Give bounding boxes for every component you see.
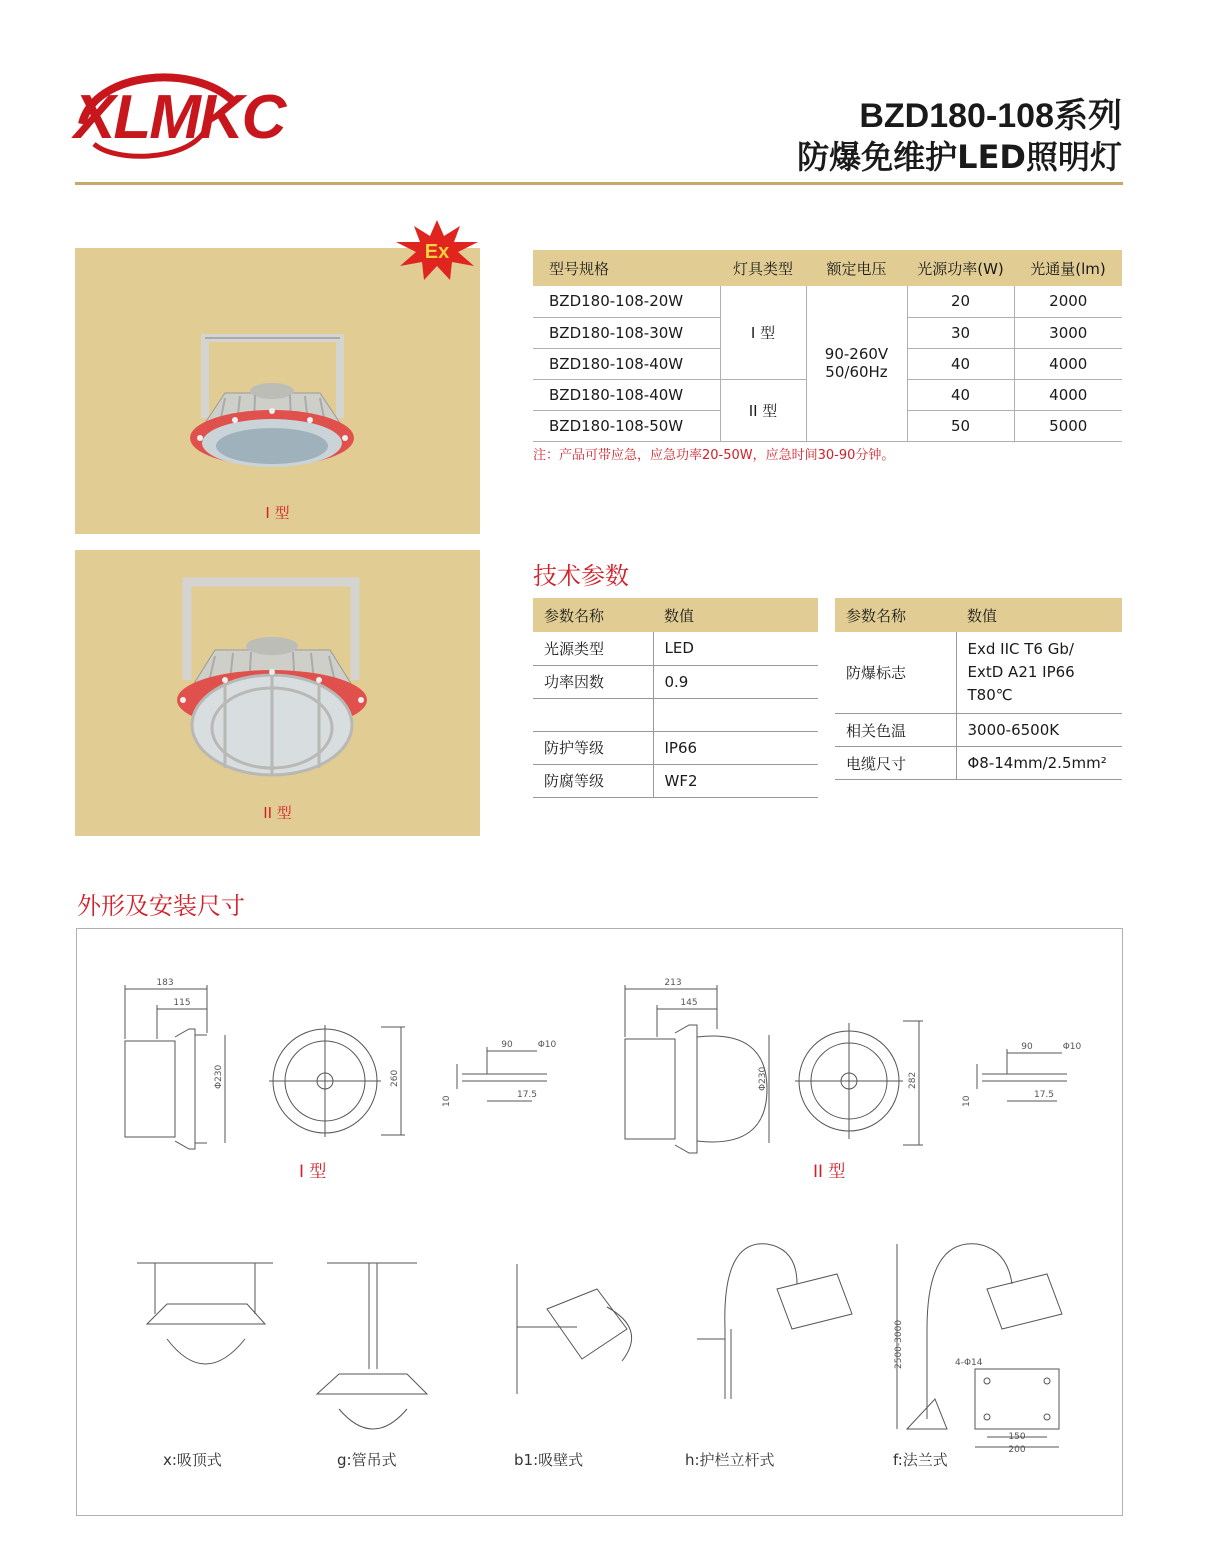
table-row [835, 747, 1122, 780]
spec-model: BZD180-108-30W [533, 317, 720, 348]
mount-label-pipe: g:管吊式 [337, 1451, 397, 1469]
param-value-explosion [956, 632, 1122, 714]
drawing-label-type1: I 型 [299, 1162, 327, 1182]
dim-t2-bracket-thickness: 10 [962, 1095, 972, 1107]
logo-text: XLMKC [74, 83, 285, 152]
param-value: 0.9 [653, 665, 818, 698]
param-header-value: 数值 [956, 598, 1122, 632]
dim-t2-width-total: 213 [664, 978, 682, 988]
dim-t1-width-total: 183 [156, 978, 174, 988]
param-header-name: 参数名称 [835, 598, 956, 632]
dim-t2-width-inner: 145 [680, 998, 698, 1008]
param-header-row [533, 598, 818, 632]
spec-table [533, 250, 1122, 442]
param-value: Φ8-14mm/2.5mm² [956, 747, 1122, 780]
spec-note: 注：产品可带应急，应急功率20-50W，应急时间30-90分钟。 [533, 448, 895, 463]
spec-voltage-cell [806, 286, 907, 441]
spec-power: 40 [907, 348, 1014, 379]
spec-type-cell: II 型 [720, 379, 806, 441]
dimension-drawing-box [76, 928, 1123, 1516]
dim-t1-width-inner: 115 [173, 998, 191, 1008]
spec-flux: 2000 [1014, 286, 1122, 317]
tech-section-title: 技术参数 [533, 562, 629, 590]
param-value: WF2 [653, 764, 818, 797]
drawing-label-type2: II 型 [813, 1162, 846, 1182]
dim-flange-outer: 200 [1008, 1445, 1026, 1455]
dim-t1-bracket-thickness: 10 [442, 1095, 452, 1107]
dimensions-section-title: 外形及安装尺寸 [77, 892, 245, 920]
spec-voltage-freq: 50/60Hz [825, 363, 888, 382]
explosion-mark-line2: ExtD A21 IP66 T80℃ [967, 663, 1075, 704]
param-name: 防爆标志 [835, 632, 956, 714]
explosion-mark-line1: Exd IIC T6 Gb/ [967, 640, 1074, 658]
spec-model: BZD180-108-40W [533, 348, 720, 379]
table-row [533, 698, 818, 731]
spec-flux: 4000 [1014, 348, 1122, 379]
spec-type-cell: I 型 [720, 286, 806, 379]
param-name: 防护等级 [533, 731, 653, 764]
param-name: 相关色温 [835, 714, 956, 747]
param-header-name: 参数名称 [533, 598, 653, 632]
param-header-row [835, 598, 1122, 632]
spec-table-header-row [533, 250, 1122, 286]
spec-model: BZD180-108-20W [533, 286, 720, 317]
mount-label-flange: f:法兰式 [893, 1451, 948, 1469]
spec-header-flux: 光通量(lm) [1014, 250, 1122, 286]
spec-power: 50 [907, 410, 1014, 441]
spec-model: BZD180-108-40W [533, 379, 720, 410]
mount-label-wall: b1:吸壁式 [514, 1451, 584, 1469]
param-name: 防腐等级 [533, 764, 653, 797]
param-value [653, 698, 818, 731]
dim-flange-height: 2500-3000 [894, 1319, 904, 1369]
table-row [533, 632, 818, 665]
page-title-series: BZD180-108系列 [859, 97, 1122, 135]
dim-t2-bracket-depth: 17.5 [1033, 1090, 1055, 1100]
ex-badge-icon [394, 220, 480, 280]
spec-header-power: 光源功率(W) [907, 250, 1014, 286]
lamp-type1-image [75, 248, 480, 534]
dim-flange-inner: 150 [1008, 1432, 1026, 1442]
param-name: 光源类型 [533, 632, 653, 665]
spec-flux: 5000 [1014, 410, 1122, 441]
param-name: 功率因数 [533, 665, 653, 698]
spec-header-voltage: 额定电压 [806, 250, 907, 286]
param-table-right [835, 598, 1122, 780]
table-row [533, 764, 818, 797]
mount-label-rail-pole: h:护栏立杆式 [685, 1451, 775, 1469]
spec-power: 20 [907, 286, 1014, 317]
table-row [533, 665, 818, 698]
spec-power: 30 [907, 317, 1014, 348]
dim-t2-bracket-hole: Φ10 [1062, 1042, 1082, 1052]
table-row [533, 731, 818, 764]
spec-flux: 4000 [1014, 379, 1122, 410]
spec-power: 40 [907, 379, 1014, 410]
param-value: 3000-6500K [956, 714, 1122, 747]
spec-flux: 3000 [1014, 317, 1122, 348]
param-value: IP66 [653, 731, 818, 764]
page-title-product: 防爆免维护LED照明灯 [797, 138, 1122, 176]
product-panel-type2 [75, 550, 480, 836]
product-label-type2: II 型 [263, 804, 292, 822]
dim-t2-height: 282 [908, 1071, 918, 1089]
param-value: LED [653, 632, 818, 665]
param-table-left [533, 598, 818, 798]
dim-t1-bracket-width: 90 [501, 1040, 513, 1050]
dim-t1-bracket-hole: Φ10 [537, 1040, 557, 1050]
param-name: 电缆尺寸 [835, 747, 956, 780]
dim-t2-diameter: Φ230 [758, 1066, 768, 1091]
header-divider [75, 182, 1123, 185]
product-panel-type1 [75, 248, 480, 534]
ex-badge-text: Ex [424, 241, 450, 263]
table-row [533, 286, 1122, 317]
spec-header-type: 灯具类型 [720, 250, 806, 286]
dim-t1-height: 260 [390, 1069, 400, 1087]
spec-model: BZD180-108-50W [533, 410, 720, 441]
spec-voltage-range: 90-260V [824, 345, 889, 364]
param-name [533, 698, 653, 731]
lamp-type2-image [75, 550, 480, 836]
dim-t1-diameter: Φ230 [214, 1064, 224, 1089]
dimension-drawings [77, 929, 1124, 1517]
dim-flange-holes: 4-Φ14 [955, 1358, 983, 1368]
dim-t2-bracket-width: 90 [1021, 1042, 1033, 1052]
param-header-value: 数值 [653, 598, 818, 632]
table-row [835, 632, 1122, 714]
dim-t1-bracket-depth: 17.5 [516, 1090, 538, 1100]
brand-logo [74, 62, 304, 162]
mount-label-ceiling: x:吸顶式 [163, 1451, 222, 1469]
table-row [835, 714, 1122, 747]
product-label-type1: I 型 [265, 504, 290, 522]
spec-header-model: 型号规格 [533, 250, 720, 286]
